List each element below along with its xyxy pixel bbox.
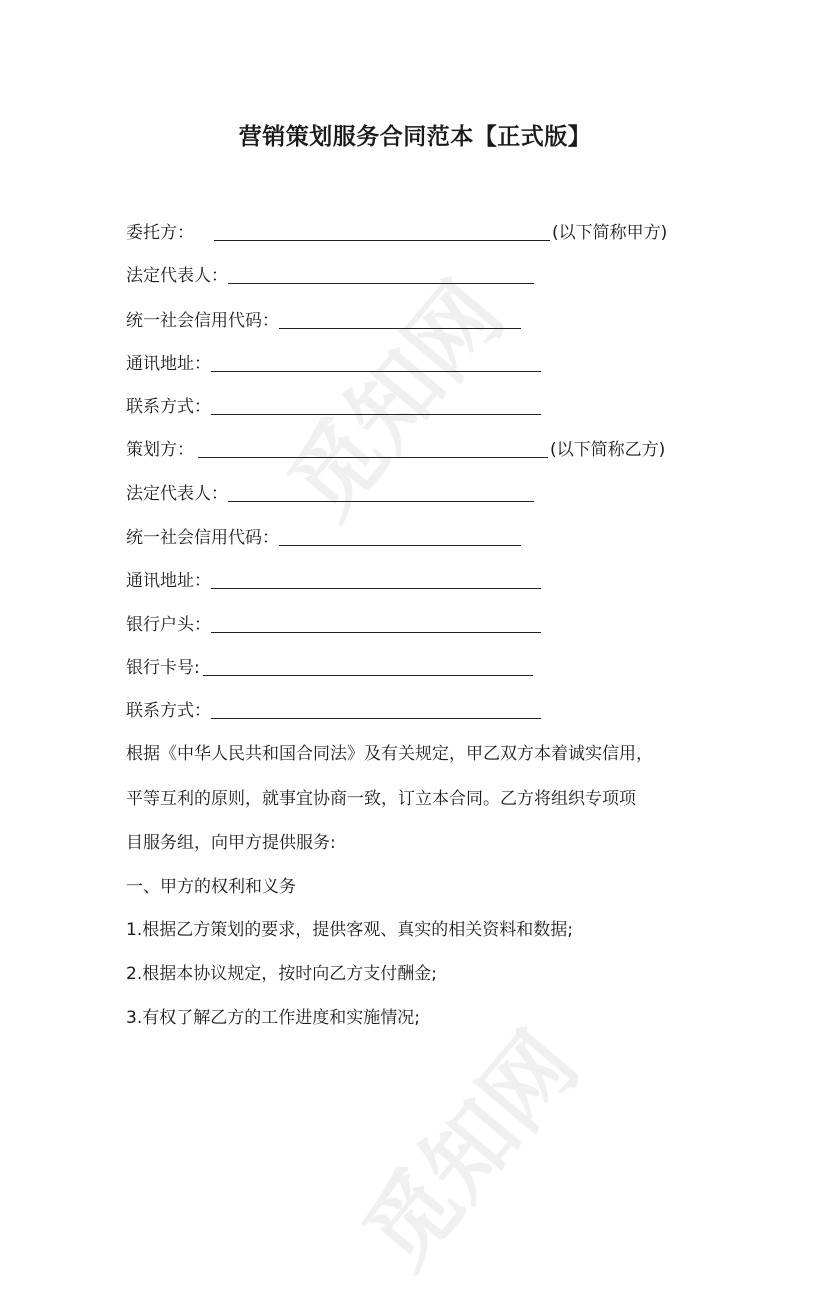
client-label: 委托方： <box>126 223 194 243</box>
party-a-address-label: 通讯地址： <box>126 354 211 374</box>
watermark-bottom: 觅知网 <box>344 1013 599 1288</box>
bank-account-name-blank[interactable] <box>211 617 541 633</box>
bank-account-name-field <box>126 614 541 636</box>
party-b-credit-code-label: 统一社会信用代码： <box>126 528 279 548</box>
party-a-credit-code-blank[interactable] <box>279 313 521 329</box>
bank-account-name-label: 银行户头： <box>126 615 211 635</box>
party-b-rep-label: 法定代表人： <box>126 484 228 504</box>
party-a-contact-blank[interactable] <box>211 399 541 415</box>
party-a-contact-field <box>126 396 541 418</box>
party-a-rep-blank[interactable] <box>228 268 534 284</box>
planner-suffix: (以下简称乙方) <box>550 440 666 460</box>
planner-label: 策划方： <box>126 440 194 460</box>
list-item: 2.根据本协议规定，按时向乙方支付酬金; <box>126 964 437 984</box>
planner-field <box>126 439 665 461</box>
planner-blank[interactable] <box>198 442 548 458</box>
bank-card-field <box>126 657 533 679</box>
party-a-contact-label: 联系方式： <box>126 397 211 417</box>
party-b-credit-code-field <box>126 527 521 549</box>
party-b-address-field <box>126 570 541 592</box>
party-b-address-label: 通讯地址： <box>126 571 211 591</box>
intro-line-3: 目服务组，向甲方提供服务: <box>126 833 336 853</box>
client-suffix: (以下简称甲方) <box>552 223 668 243</box>
party-a-rep-label: 法定代表人： <box>126 266 228 286</box>
party-b-contact-blank[interactable] <box>211 703 541 719</box>
list-item: 1.根据乙方策划的要求，提供客观、真实的相关资料和数据; <box>126 920 573 940</box>
party-a-credit-code-label: 统一社会信用代码： <box>126 311 279 331</box>
watermark: 觅知网 <box>269 263 524 538</box>
bank-card-blank[interactable] <box>203 660 533 676</box>
party-a-address-blank[interactable] <box>211 356 541 372</box>
party-b-rep-field <box>126 483 534 505</box>
party-a-address-field <box>126 353 541 375</box>
page-title: 营销策划服务合同范本【正式版】 <box>238 124 592 150</box>
section-heading: 一、甲方的权利和义务 <box>126 877 296 897</box>
bank-card-label: 银行卡号: <box>126 658 200 678</box>
party-b-contact-label: 联系方式： <box>126 701 211 721</box>
intro-line-1: 根据《中华人民共和国合同法》及有关规定，甲乙双方本着诚实信用， <box>126 744 653 764</box>
party-b-rep-blank[interactable] <box>228 486 534 502</box>
party-a-credit-code-field <box>126 310 521 332</box>
client-blank[interactable] <box>214 225 550 241</box>
party-b-address-blank[interactable] <box>211 573 541 589</box>
client-field <box>126 222 667 244</box>
intro-line-2: 平等互利的原则，就事宜协商一致，订立本合同。乙方将组织专项项 <box>126 789 636 809</box>
list-item: 3.有权了解乙方的工作进度和实施情况; <box>126 1008 420 1028</box>
party-b-contact-field <box>126 700 541 722</box>
party-b-credit-code-blank[interactable] <box>279 530 521 546</box>
party-a-rep-field <box>126 265 534 287</box>
